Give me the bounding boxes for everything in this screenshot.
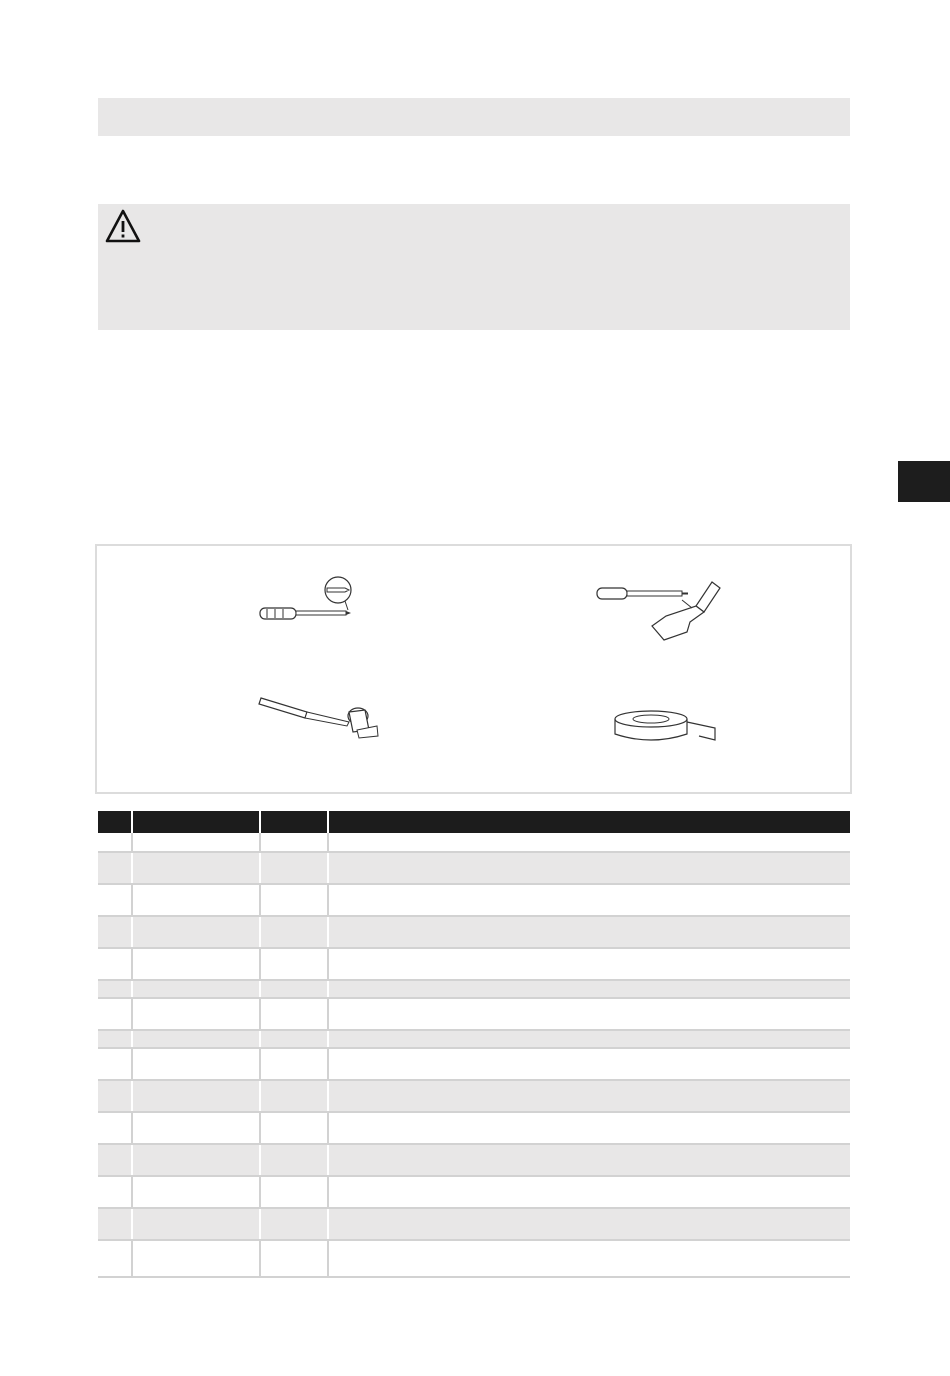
table-cell [132, 1144, 260, 1176]
screwdriver-icon [257, 574, 367, 626]
table-cell [328, 1144, 850, 1176]
table-row [98, 1030, 850, 1048]
table-cell [260, 1030, 328, 1048]
table-row [98, 1208, 850, 1240]
table-cell [98, 884, 132, 916]
table-cell [328, 1048, 850, 1080]
table-header-cell [98, 811, 132, 833]
table-row [98, 1176, 850, 1208]
warning-box [98, 204, 850, 330]
table-cell [328, 833, 850, 852]
table-cell [98, 1030, 132, 1048]
table-row [98, 948, 850, 980]
table-cell [328, 916, 850, 948]
table-cell [132, 1176, 260, 1208]
table-cell [328, 948, 850, 980]
table-cell [98, 998, 132, 1030]
table-row [98, 1080, 850, 1112]
table-cell [260, 833, 328, 852]
table-cell [260, 916, 328, 948]
table-row [98, 1144, 850, 1176]
mallet-icon [257, 686, 387, 741]
table-cell [98, 852, 132, 884]
table-row [98, 1112, 850, 1144]
table-row [98, 998, 850, 1030]
table-cell [132, 980, 260, 998]
table-cell [98, 1048, 132, 1080]
table-cell [328, 1112, 850, 1144]
table-cell [328, 1208, 850, 1240]
chapter-tab [898, 461, 950, 502]
table-header-cell [132, 811, 260, 833]
table-cell [132, 1030, 260, 1048]
table-cell [132, 1240, 260, 1277]
table-cell [260, 1112, 328, 1144]
table-row [98, 1240, 850, 1277]
table-cell [328, 1030, 850, 1048]
table-row [98, 833, 850, 852]
table-cell [260, 980, 328, 998]
table-cell [98, 1208, 132, 1240]
table-cell [98, 1240, 132, 1277]
table-cell [328, 852, 850, 884]
parts-table [98, 811, 850, 1278]
table-cell [98, 1144, 132, 1176]
table-cell [260, 1080, 328, 1112]
table-cell [98, 833, 132, 852]
table-cell [260, 1176, 328, 1208]
table-cell [260, 1240, 328, 1277]
table-cell [98, 980, 132, 998]
section-title-band [98, 98, 850, 136]
table-cell [132, 916, 260, 948]
table-header-row [98, 811, 850, 833]
table-cell [98, 1080, 132, 1112]
table-cell [260, 1208, 328, 1240]
table-cell [132, 948, 260, 980]
table-row [98, 884, 850, 916]
table-cell [260, 1144, 328, 1176]
table-cell [260, 998, 328, 1030]
table-cell [98, 948, 132, 980]
tools-panel [95, 544, 852, 794]
table-cell [132, 1112, 260, 1144]
table-row [98, 980, 850, 998]
table-cell [328, 1240, 850, 1277]
table-cell [132, 998, 260, 1030]
table-cell [98, 916, 132, 948]
table-cell [260, 852, 328, 884]
table-cell [132, 1080, 260, 1112]
warning-triangle-icon [104, 208, 142, 244]
table-header-cell [328, 811, 850, 833]
table-row [98, 852, 850, 884]
table-row [98, 916, 850, 948]
table-cell [328, 1176, 850, 1208]
table-header-cell [260, 811, 328, 833]
table-cell [328, 884, 850, 916]
table-cell [132, 1208, 260, 1240]
table-cell [132, 1048, 260, 1080]
table-cell [260, 948, 328, 980]
tape-roll-icon [611, 708, 721, 744]
table-cell [98, 1176, 132, 1208]
table-cell [260, 1048, 328, 1080]
table-cell [328, 1080, 850, 1112]
scraper-icon [594, 574, 729, 644]
table-cell [132, 833, 260, 852]
table-cell [98, 1112, 132, 1144]
table-row [98, 1048, 850, 1080]
table-cell [132, 852, 260, 884]
table-cell [132, 884, 260, 916]
table-cell [260, 884, 328, 916]
table-cell [328, 980, 850, 998]
table-cell [328, 998, 850, 1030]
